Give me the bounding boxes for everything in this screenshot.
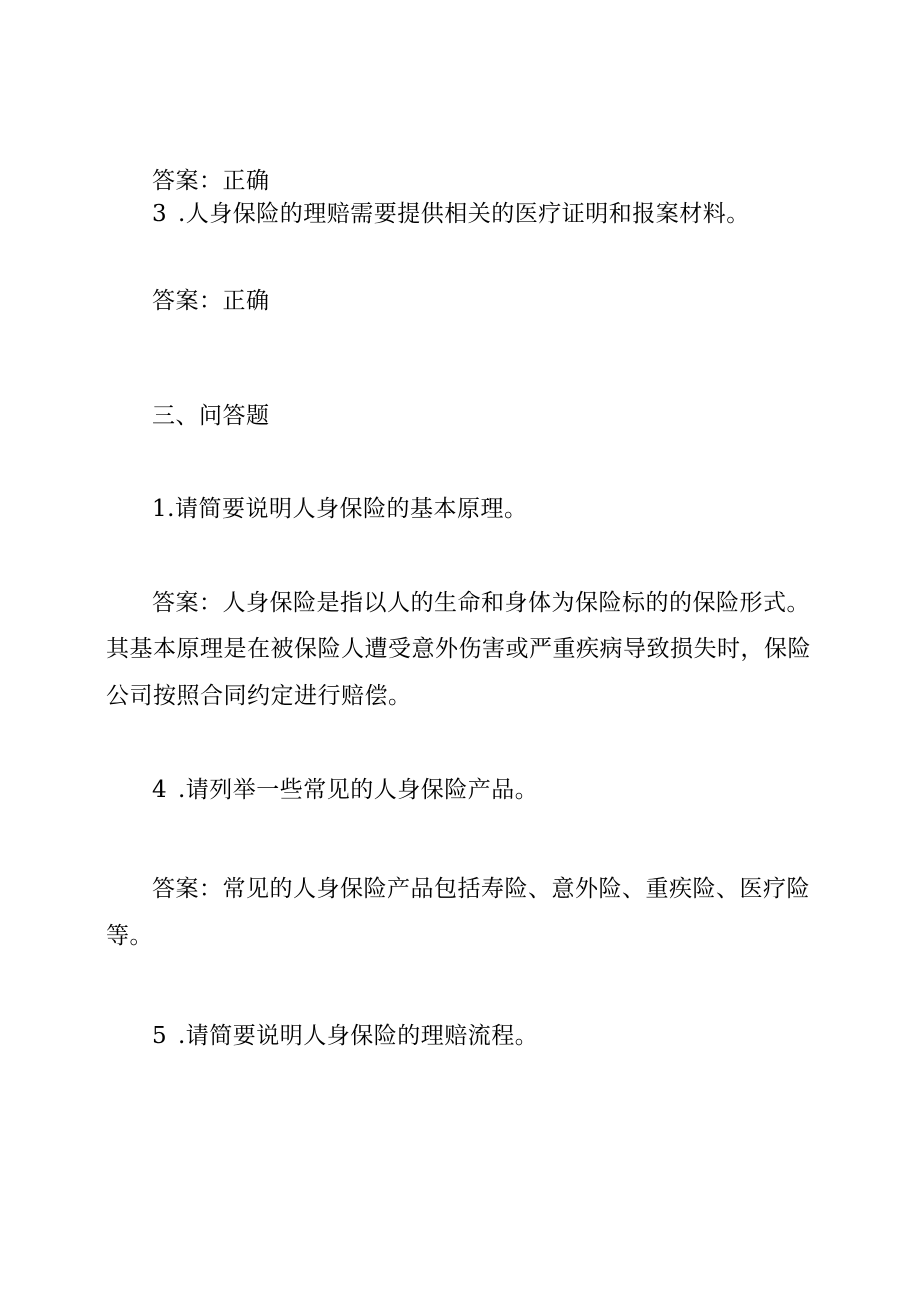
answer-paragraph-line: 公司按照合同约定进行赔偿。 (106, 683, 412, 709)
section-heading: 三、问答题 (152, 403, 270, 429)
question-text: .请列举一些常见的人身保险产品。 (178, 777, 539, 803)
question-number: 5 (152, 1023, 168, 1049)
essay-question-4 (152, 775, 538, 805)
answer-line: 答案：正确 (152, 288, 270, 314)
true-false-question-3 (152, 199, 750, 229)
question-text: .请简要说明人身保险的理赔流程。 (178, 1023, 539, 1049)
answer-paragraph-line: 等。 (106, 923, 153, 949)
answer-paragraph-line: 其基本原理是在被保险人遭受意外伤害或严重疾病导致损失时，保险 (106, 636, 811, 662)
essay-question-1: 1.请简要说明人身保险的基本原理。 (152, 496, 528, 522)
answer-paragraph-line: 答案：常见的人身保险产品包括寿险、意外险、重疾险、医疗险 (152, 876, 810, 902)
question-number: 4 (152, 777, 168, 803)
answer-line: 答案：正确 (152, 168, 270, 194)
answer-paragraph-line: 答案：人身保险是指以人的生命和身体为保险标的的保险形式。 (152, 590, 810, 616)
question-text: .人身保险的理赔需要提供相关的医疗证明和报案材料。 (178, 201, 750, 227)
question-number: 3 (152, 201, 168, 227)
essay-question-5 (152, 1021, 538, 1051)
